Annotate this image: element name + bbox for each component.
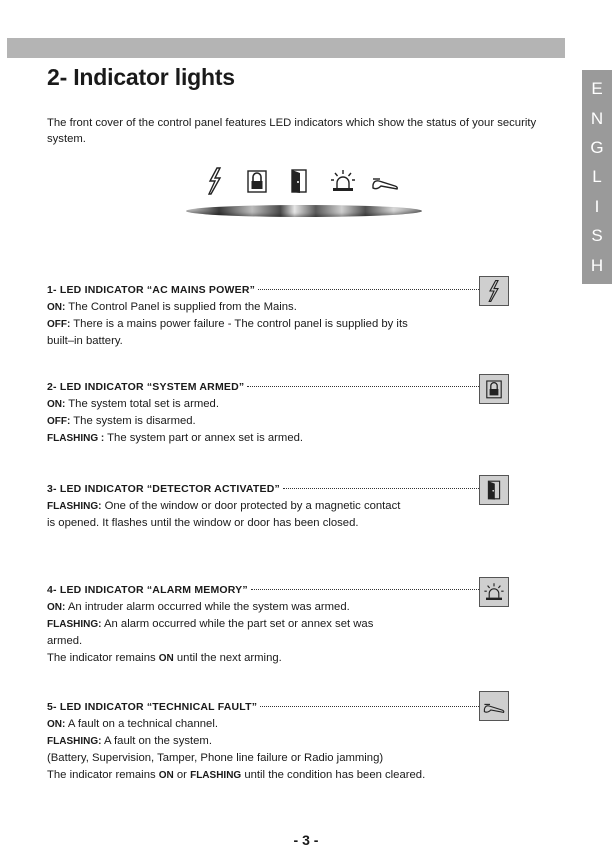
page-title: 2- Indicator lights bbox=[47, 64, 235, 90]
language-tab bbox=[582, 70, 612, 284]
keyword: FLASHING: bbox=[47, 736, 102, 747]
door-icon bbox=[284, 166, 314, 196]
note-text: until the next arming. bbox=[173, 652, 282, 664]
description: An alarm occurred while the part set or annex set was armed. bbox=[47, 618, 374, 647]
description: The system is disarmed. bbox=[70, 415, 196, 427]
section-alarm-memory bbox=[47, 582, 487, 667]
mains-power-icon bbox=[479, 276, 509, 306]
description: The system part or annex set is armed. bbox=[104, 432, 304, 444]
section-technical-fault bbox=[47, 699, 487, 784]
mains-power-icon bbox=[200, 166, 230, 196]
note-text: or bbox=[173, 769, 191, 781]
language-letter: N bbox=[590, 108, 604, 128]
alarm-beacon-icon bbox=[328, 166, 358, 196]
language-letter: H bbox=[590, 255, 604, 275]
description: A fault on a technical channel. bbox=[65, 718, 218, 730]
section-ac-mains-power bbox=[47, 282, 487, 350]
keyword: ON: bbox=[47, 399, 66, 410]
description: An intruder alarm occurred while the system was armed. bbox=[65, 601, 350, 613]
note-text: until the condition has been cleared. bbox=[241, 769, 426, 781]
padlock-icon bbox=[242, 166, 272, 196]
section-heading: 5- LED INDICATOR “TECHNICAL FAULT” bbox=[47, 701, 258, 713]
panel-illustration bbox=[198, 166, 408, 200]
note-text: The indicator remains bbox=[47, 652, 159, 664]
section-detector-activated bbox=[47, 481, 487, 532]
wrench-icon bbox=[370, 166, 400, 196]
keyword: ON bbox=[158, 653, 174, 664]
wrench-icon bbox=[479, 691, 509, 721]
language-letter: G bbox=[590, 138, 604, 158]
language-letter: I bbox=[594, 196, 600, 216]
keyword: ON: bbox=[47, 719, 66, 730]
keyword: ON bbox=[158, 770, 174, 781]
header-bar bbox=[7, 38, 565, 58]
door-icon bbox=[479, 475, 509, 505]
description: The Control Panel is supplied from the Mains. bbox=[65, 301, 297, 313]
keyword: OFF: bbox=[47, 319, 71, 330]
language-letter: L bbox=[592, 167, 602, 187]
section-system-armed bbox=[47, 379, 487, 447]
section-heading: 3- LED INDICATOR “DETECTOR ACTIVATED” bbox=[47, 483, 280, 495]
padlock-icon bbox=[479, 374, 509, 404]
keyword: FLASHING : bbox=[47, 433, 105, 444]
description: A fault on the system. bbox=[101, 735, 212, 747]
description: (Battery, Supervision, Tamper, Phone line failure or Radio jamming) bbox=[47, 752, 384, 764]
keyword: OFF: bbox=[47, 416, 71, 427]
keyword: ON: bbox=[47, 302, 66, 313]
intro-text: The front cover of the control panel features LED indicators which show the status of your security system. bbox=[47, 117, 537, 145]
language-letter: S bbox=[591, 226, 603, 246]
section-heading: 4- LED INDICATOR “ALARM MEMORY” bbox=[47, 584, 248, 596]
description: One of the window or door protected by a magnetic contact is opened. It flashes until the window or door has been closed. bbox=[47, 500, 401, 529]
alarm-beacon-icon bbox=[479, 577, 509, 607]
section-heading: 2- LED INDICATOR “SYSTEM ARMED” bbox=[47, 381, 245, 393]
language-letter: E bbox=[591, 79, 603, 99]
keyword: FLASHING bbox=[190, 770, 242, 781]
led-bar bbox=[186, 205, 422, 217]
note-text: The indicator remains bbox=[47, 769, 159, 781]
keyword: FLASHING: bbox=[47, 501, 102, 512]
keyword: FLASHING: bbox=[47, 619, 102, 630]
keyword: ON: bbox=[47, 602, 66, 613]
section-heading: 1- LED INDICATOR “AC MAINS POWER” bbox=[47, 284, 256, 296]
description: There is a mains power failure - The control panel is supplied by its built–in battery. bbox=[47, 318, 408, 347]
description: The system total set is armed. bbox=[65, 398, 219, 410]
page-number: - 3 - bbox=[293, 832, 319, 848]
